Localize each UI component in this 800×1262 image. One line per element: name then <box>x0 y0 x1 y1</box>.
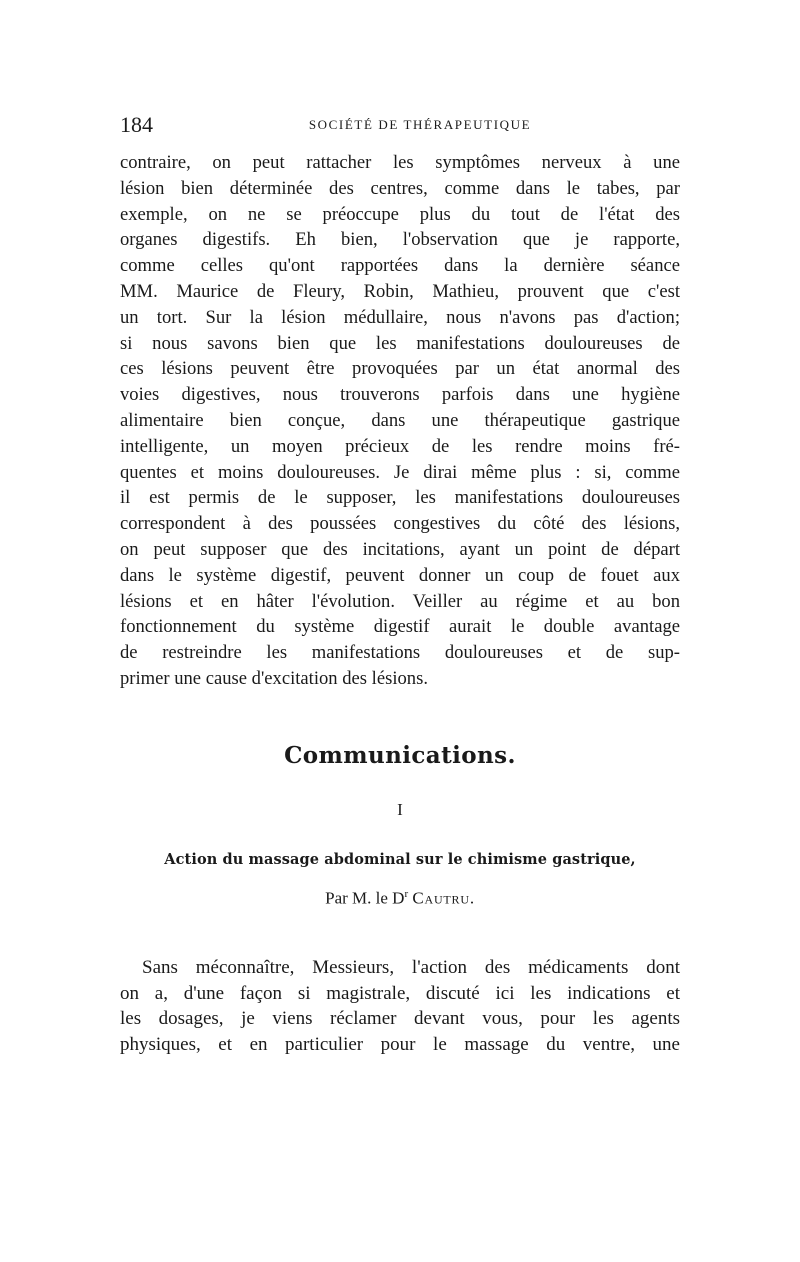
section-numeral: I <box>397 800 403 819</box>
text-line: les dosages, je viens réclamer devant vous, pour les agents <box>120 1008 680 1029</box>
text-line: voies digestives, nous trouverons parfois dans une hygiène <box>120 384 680 406</box>
body-paragraph <box>120 150 680 692</box>
text-line: primer une cause d'excitation des lésions. <box>120 667 428 689</box>
text-line: correspondent à des poussées congestives du côté des lésions, <box>120 513 680 535</box>
text-line: fonctionnement du système digestif aurait le double avantage <box>120 616 680 638</box>
text-line: lésions et en hâter l'évolution. Veiller au régime et au bon <box>120 590 680 612</box>
text-line: exemple, on ne se préoccupe plus du tout de l'état des <box>120 203 680 225</box>
article-title: Action du massage abdominal sur le chimisme gastrique, <box>164 851 636 868</box>
text-line: contraire, on peut rattacher les symptômes nerveux à une <box>120 152 680 173</box>
text-line: organes digestifs. Eh bien, l'observation que je rapporte, <box>120 229 680 251</box>
author-line <box>120 888 680 909</box>
running-title: SOCIÉTÉ DE THÉRAPEUTIQUE <box>308 117 532 132</box>
text-line: lésion bien déterminée des centres, comme dans le tabes, par <box>120 177 680 199</box>
page-header <box>120 112 680 142</box>
text-line: MM. Maurice de Fleury, Robin, Mathieu, prouvent que c'est <box>120 280 680 302</box>
text-line: un tort. Sur la lésion médullaire, nous n'avons pas d'action; <box>120 306 680 328</box>
page-number: 184 <box>120 112 153 137</box>
author-prefix: Par M. le D <box>325 888 405 908</box>
author-title-sup: r <box>404 888 409 900</box>
text-line: quentes et moins douloureuses. Je dirai même plus : si, comme <box>120 461 680 483</box>
text-line: si nous savons bien que les manifestations douloureuses de <box>120 332 680 354</box>
text-line: on peut supposer que des incitations, ayant un point de départ <box>120 538 680 560</box>
intro-paragraph <box>120 955 680 1057</box>
text-line: intelligente, un moyen précieux de les rendre moins fré- <box>120 435 680 457</box>
text-line: alimentaire bien conçue, dans une thérapeutique gastrique <box>120 409 680 431</box>
text-line: physiques, et en particulier pour le massage du ventre, une <box>120 1033 680 1055</box>
text-line: ces lésions peuvent être provoquées par un état anormal des <box>120 358 680 380</box>
text-line: on a, d'une façon si magistrale, discuté ici les indications et <box>120 982 680 1004</box>
author-name: Cautru. <box>412 888 475 908</box>
text-line: Sans méconnaître, Messieurs, l'action des médicaments dont <box>142 957 680 978</box>
section-heading: Communications. <box>284 742 516 769</box>
text-line: de restreindre les manifestations douloureuses et de sup- <box>120 642 680 664</box>
text-line: comme celles qu'ont rapportées dans la dernière séance <box>120 255 680 277</box>
text-line: il est permis de le supposer, les manifestations douloureuses <box>120 487 680 509</box>
text-line: dans le système digestif, peuvent donner un coup de fouet aux <box>120 564 680 586</box>
